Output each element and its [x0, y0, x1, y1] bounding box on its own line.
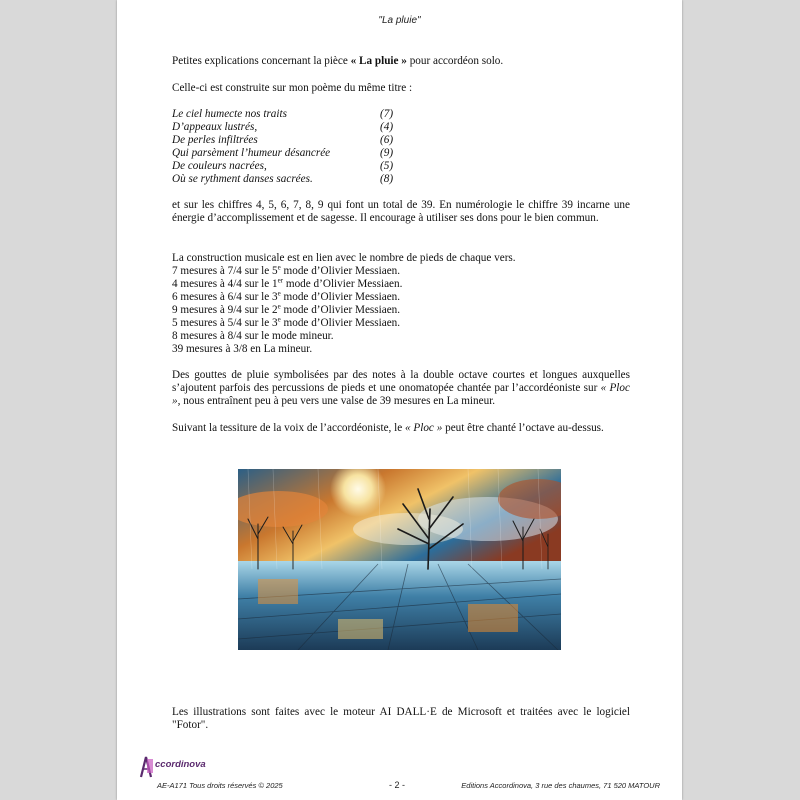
construction-text: 5 mesures à 5/4 sur le 3 — [172, 317, 278, 329]
construction-text: mode d’Olivier Messiaen. — [280, 317, 401, 329]
tessitura-paragraph — [172, 422, 630, 435]
construction-line — [172, 291, 630, 304]
poem-line — [172, 121, 630, 134]
ordinal-suffix: e — [277, 315, 281, 324]
rain-text-end: nous entraînent peu à peu vers une valse de 39 mesures en La mineur. — [180, 395, 496, 407]
construction-text: mode d’Olivier Messiaen. — [283, 278, 403, 290]
construction-text: mode d’Olivier Messiaen. — [280, 265, 401, 277]
ploc-word: « Ploc » — [405, 422, 443, 434]
syllable-count: (5) — [380, 160, 394, 172]
construction-line — [172, 278, 630, 291]
ordinal-suffix: e — [277, 263, 281, 272]
poem-verse: D’appeaux lustrés, — [172, 121, 258, 133]
poem-verse: Où se rythment danses sacrées. — [172, 173, 313, 185]
poem-line — [172, 108, 630, 121]
tessitura-text: Suivant la tessiture de la voix de l’accordéoniste, le — [172, 422, 405, 434]
construction-text: mode d’Olivier Messiaen. — [280, 291, 401, 303]
document-page — [117, 0, 682, 800]
construction-text: 7 mesures à 7/4 sur le 5 — [172, 265, 278, 277]
construction-line — [172, 304, 630, 317]
construction-line — [172, 330, 630, 343]
construction-text: 4 mesures à 4/4 sur le 1 — [172, 278, 278, 290]
illustration-note: Les illustrations sont faites avec le moteur AI DALL·E de Microsoft et traitées avec le logiciel "Fotor". — [172, 706, 630, 731]
poem-line — [172, 147, 630, 160]
syllable-count: (8) — [380, 173, 394, 185]
construction-line — [172, 343, 630, 356]
page-header-title: "La pluie" — [378, 15, 421, 26]
construction-text: 8 mesures à 8/4 sur le mode mineur. — [172, 330, 334, 342]
poem-line — [172, 134, 630, 147]
construction-text: mode d’Olivier Messiaen. — [280, 304, 401, 316]
syllable-count: (6) — [380, 134, 394, 146]
syllable-count: (7) — [380, 108, 394, 120]
construction-line — [172, 317, 630, 330]
rain-landscape-image — [238, 469, 561, 650]
logo-wordmark: ccordinova — [155, 759, 206, 770]
poem-line — [172, 160, 630, 173]
numerology-paragraph: et sur les chiffres 4, 5, 6, 7, 8, 9 qui font un total de 39. En numérologie le chiffre 39 incarne une énergie d’accomplissement et de sagesse. Il encourage à utiliser ses dons pour le bien commun. — [172, 199, 630, 224]
rain-paragraph — [172, 369, 630, 408]
accordinova-logo — [139, 753, 219, 779]
ordinal-suffix: e — [277, 289, 281, 298]
poem — [172, 108, 630, 186]
syllable-count: (9) — [380, 147, 394, 159]
construction-line — [172, 265, 630, 278]
intro-paragraph — [172, 55, 630, 68]
ploc-word: « Ploc », — [172, 382, 630, 407]
construction-section — [172, 252, 630, 356]
intro-text-end: pour accordéon solo. — [406, 55, 504, 67]
poem-intro: Celle-ci est construite sur mon poème du même titre : — [172, 82, 413, 94]
rain-text: Des gouttes de pluie symbolisées par des notes à la double octave courtes et longues auxquelles s’ajoutent parfois des percussions de pieds et une onomatopée chantée par l’accordéoniste sur — [172, 369, 630, 394]
construction-text: 39 mesures à 3/8 en La mineur. — [172, 343, 313, 355]
ordinal-suffix: er — [277, 276, 284, 285]
intro-text: Petites explications concernant la pièce — [172, 55, 351, 67]
construction-text: 6 mesures à 6/4 sur le 3 — [172, 291, 278, 303]
page-footer — [117, 781, 682, 793]
page-number: - 2 - — [389, 780, 406, 790]
poem-line — [172, 173, 630, 186]
construction-intro: La construction musicale est en lien avec le nombre de pieds de chaque vers. — [172, 252, 516, 264]
ordinal-suffix: e — [277, 302, 281, 311]
rain-illustration — [238, 469, 561, 650]
poem-verse: Le ciel humecte nos traits — [172, 108, 287, 120]
poem-verse: De couleurs nacrées, — [172, 160, 267, 172]
syllable-count: (4) — [380, 121, 394, 133]
tessitura-text-end: peut être chanté l’octave au-dessus. — [442, 422, 604, 434]
piece-title: « La pluie » — [350, 55, 407, 67]
poem-verse: Qui parsèment l’humeur désancrée — [172, 147, 331, 159]
footer-reference: AE-A171 Tous droits réservés © 2025 — [157, 781, 283, 790]
footer-publisher: Editions Accordinova, 3 rue des chaumes, 71 520 MATOUR — [461, 781, 660, 790]
construction-text: 9 mesures à 9/4 sur le 2 — [172, 304, 278, 316]
poem-verse: De perles infiltrées — [172, 134, 258, 146]
